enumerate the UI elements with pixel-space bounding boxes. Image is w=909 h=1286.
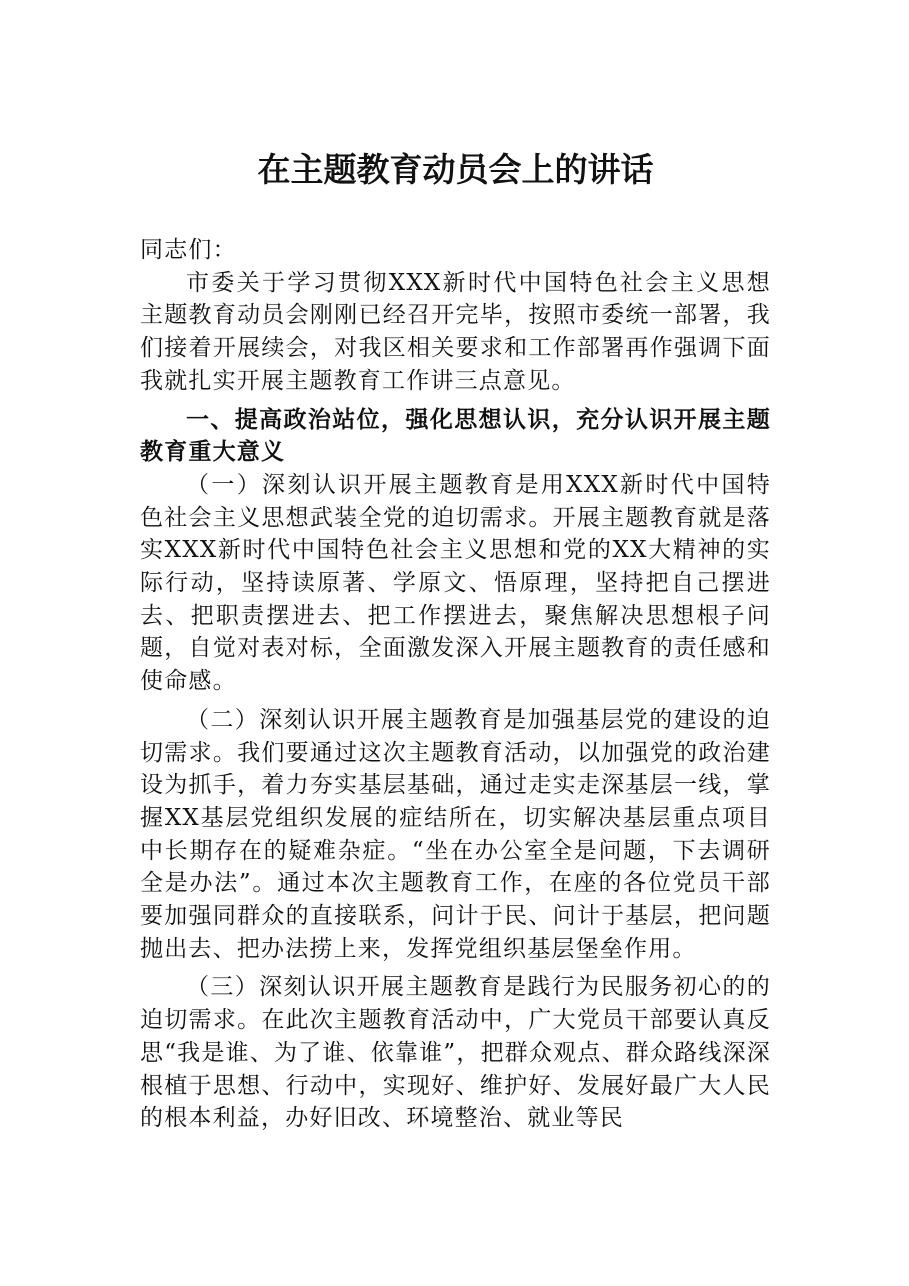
paragraph-3: （三）深刻认识开展主题教育是践行为民服务初心的的迫切需求。在此次主题教育活动中，广大党员干部要认真反思“我是谁、为了谁、依靠谁”，把群众观点、群众路线深深根植于思想、行动中，实现好、维护好、发展好最广大人民的根本利益，办好旧改、环境整治、就业等民 xyxy=(140,974,771,1132)
intro-paragraph: 市委关于学习贯彻XXX新时代中国特色社会主义思想主题教育动员会刚刚已经召开完毕，按照市委统一部署，我们接着开展续会，对我区相关要求和工作部署再作强调下面我就扎实开展主题教育工作讲三点意见。 xyxy=(140,269,771,394)
paragraph-1: （一）深刻认识开展主题教育是用XXX新时代中国特色社会主义思想武装全党的迫切需求。开展主题教育就是落实XXX新时代中国特色社会主义思想和党的XX大精神的实际行动，坚持读原著、学原文、悟原理，坚持把自己摆进去、把职责摆进去、把工作摆进去，聚焦解决思想根子问题，自觉对表对标，全面激发深入开展主题教育的责任感和使命感。 xyxy=(140,471,771,695)
document-title: 在主题教育动员会上的讲话 xyxy=(257,150,654,189)
paragraph-2: （二）深刻认识开展主题教育是加强基层党的建设的迫切需求。我们要通过这次主题教育活动，以加强党的政治建设为抓手，着力夯实基层基础，通过走实走深基层一线，掌握XX基层党组织发展的症结所在，切实解决基层重点项目中长期存在的疑难杂症。“坐在办公室全是问题，下去调研全是办法”。通过本次主题教育工作，在座的各位党员干部要加强同群众的直接联系，问计于民、问计于基层，把问题抛出去、把办法捞上来，发挥党组织基层堡垒作用。 xyxy=(140,706,771,962)
document-body xyxy=(140,234,771,1135)
section-heading-1: 一、提高政治站位，强化思想认识，充分认识开展主题教育重大意义 xyxy=(140,406,771,466)
salutation: 同志们： xyxy=(140,237,237,263)
